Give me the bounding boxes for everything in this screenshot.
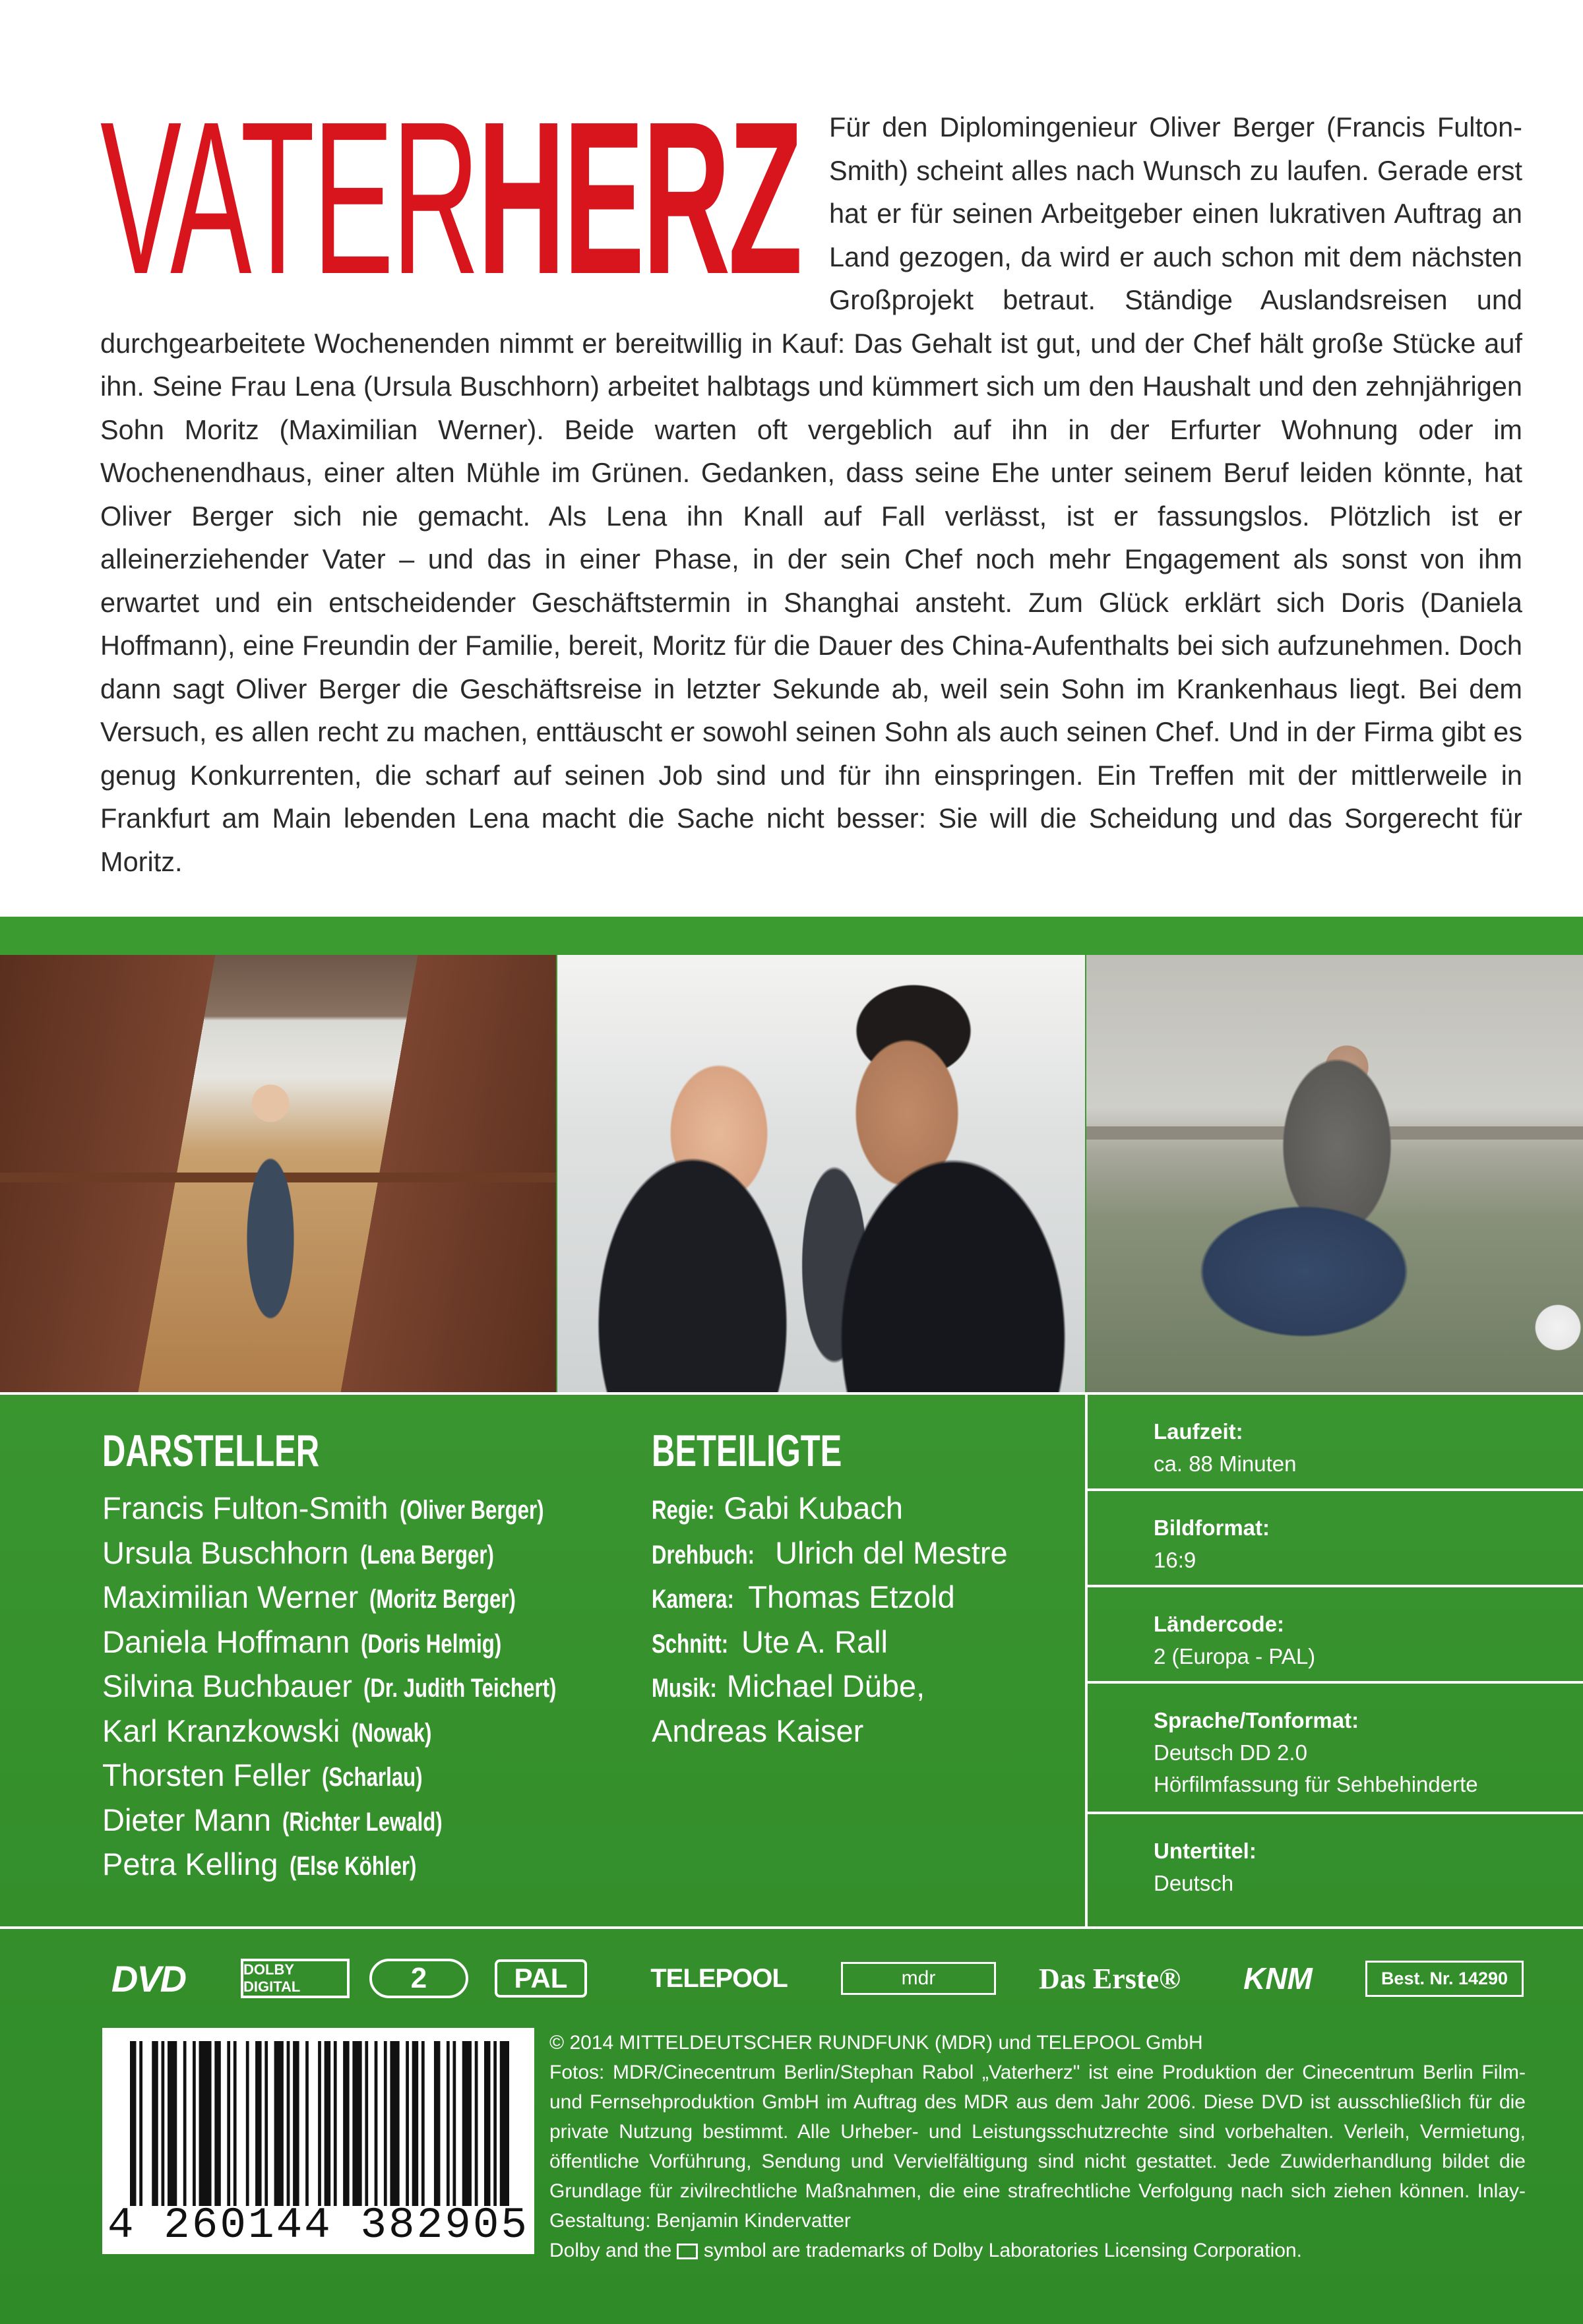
cast-item: Petra Kelling (Else Köhler): [102, 1847, 417, 1881]
dolby-symbol-icon: [677, 2244, 698, 2259]
tech-specs: [1086, 1395, 1583, 1926]
cast-item: Ursula Buschhorn (Lena Berger): [102, 1535, 494, 1570]
synopsis: [100, 106, 1522, 883]
dolby-digital-logo: DOLBY DIGITAL: [241, 1959, 350, 1998]
cast-item: Thorsten Feller (Scharlau): [102, 1758, 423, 1792]
synopsis-text: Für den Diplomingenieur Oliver Berger (Francis Fulton-Smith) scheint alles nach Wunsch zu laufen. Gerade erst hat er für seinen Arbeitgeber einen lukrativen Auftrag an Land gezogen, da wird er auch schon mit dem nächsten Großprojekt betraut. Ständige Auslandsreisen und durchgearbeitete Wochenenden nimmt er bereitwillig in Kauf: Das Gehalt ist gut, und der Chef hält große Stücke auf ihn. Seine Frau Lena (Ursula Buschhorn) arbeitet halbtags und kümmert sich um den Haushalt und den zehnjährigen Sohn Moritz (Maximilian Werner). Beide warten oft vergeblich auf ihn in der Erfurter Wohnung oder im Wochenendhaus, einer alten Mühle im Grünen. Gedanken, dass seine Ehe unter seinem Beruf leiden könnte, hat Oliver Berger sich nie gemacht. Als Lena ihn Knall auf Fall verlässt, ist er fassungslos. Plötzlich ist er alleinerziehender Vater – und das in einer Phase, in der sein Chef noch mehr Engagement als sonst von ihm erwartet und ein entscheidender Geschäftstermin in Shanghai ansteht. Zum Glück erklärt sich Doris (Daniela Hoffmann), eine Freundin der Familie, bereit, Moritz für die Dauer des China-Aufenthalts bei sich aufzunehmen. Doch dann sagt Oliver Berger die Geschäftsreise in letzter Sekunde ab, weil sein Sohn im Krankenhaus liegt. Bei dem Versuch, es allen recht zu machen, enttäuscht er sowohl seinen Sohn als auch seinen Chef. Und in der Firma gibt es genug Konkurrenten, die scharf auf seinen Job sind und für ihn einspringen. Ein Treffen mit der mittlerweile in Frankfurt am Main lebenden Lena macht die Sache nicht besser: Sie will die Scheidung und das Sorgerecht für Moritz.: [100, 111, 1523, 877]
mdr-logo: mdr: [841, 1962, 996, 1995]
title-part1: VATER: [100, 76, 478, 319]
telepool-logo: TELEPOOL: [650, 1963, 788, 1993]
logos-row: [0, 1929, 1583, 2025]
spec-subtitles: Untertitel: Deutsch: [1154, 1839, 1257, 1895]
barcode-digits: 4 260144 382905: [107, 2201, 530, 2250]
crew-heading: BETEILIGTE: [652, 1426, 842, 1476]
title-spacer: [100, 106, 829, 318]
crew-item: Schnitt: Ute A. Rall: [652, 1624, 888, 1659]
two-men-arguing-photo: [557, 955, 1085, 1392]
courtroom-boy-photo: [0, 955, 556, 1392]
cast-item: Francis Fulton-Smith (Oliver Berger): [102, 1490, 544, 1525]
pal-logo: PAL: [495, 1959, 587, 1998]
das-erste-logo: Das Erste®: [1039, 1962, 1181, 1995]
cast-list: [102, 1486, 669, 1887]
crew-item: Kamera: Thomas Etzold: [652, 1579, 955, 1614]
order-number: Best. Nr. 14290: [1365, 1961, 1524, 1997]
barcode-bars: [130, 2041, 509, 2206]
green-stripe: [0, 917, 1583, 955]
barcode: [102, 2028, 534, 2254]
dolby-trademark: Dolby and the symbol are trademarks of Dolby Laboratories Licensing Corporation.: [549, 2240, 1302, 2261]
cast-item: Karl Kranzkowski (Nowak): [102, 1713, 431, 1748]
cast-heading: DARSTELLER: [102, 1426, 320, 1476]
title-part2: HERZ: [477, 76, 801, 319]
crew-item: Musik: Michael Dübe,: [652, 1668, 925, 1703]
father-son-rain-photo: [1086, 955, 1583, 1392]
spec-region: Ländercode: 2 (Europa - PAL): [1086, 1587, 1583, 1684]
cast-item: Dieter Mann (Richter Lewald): [102, 1802, 443, 1837]
cast-item: Maximilian Werner (Moritz Berger): [102, 1579, 516, 1614]
dvd-video-logo: DVD: [111, 1957, 186, 2000]
spec-runtime: Laufzeit: ca. 88 Minuten: [1086, 1395, 1583, 1491]
spec-audio: Sprache/Tonformat: Deutsch DD 2.0 Hörfilmfassung für Sehbehinderte: [1086, 1684, 1583, 1814]
cast-item: Silvina Buchbauer (Dr. Judith Teichert): [102, 1668, 557, 1703]
crew-list: [652, 1486, 1087, 1753]
crew-item: Andreas Kaiser: [652, 1713, 864, 1748]
spec-aspect: Bildformat: 16:9: [1086, 1491, 1583, 1587]
crew-item: Drehbuch: Ulrich del Mestre: [652, 1535, 1008, 1570]
knm-logo: KNM: [1243, 1961, 1313, 1996]
cast-item: Daniela Hoffmann (Doris Helmig): [102, 1624, 502, 1659]
region-code-logo: 2: [369, 1959, 468, 1998]
legal-text: [549, 2028, 1526, 2265]
copyright-line: © 2014 MITTELDEUTSCHER RUNDFUNK (MDR) und TELEPOOL GmbH: [549, 2032, 1203, 2054]
legal-paragraph: Fotos: MDR/Cinecentrum Berlin/Stephan Rabol „Vaterherz" ist eine Produktion der Cinecentrum Berlin Film- und Fernsehproduktion GmbH im Auftrag des MDR aus dem Jahr 2006. Diese DVD ist ausschließlich für die private Nutzung bestimmt. Alle Urheber- und Leistungsschutzrechte sind vorbehalten. Verleih, Vermietung, öffentliche Vorführung, Sendung und Vervielfältigung sind nicht gestattet. Jede Zuwiderhandlung bildet die Grundlage für zivilrechtliche Maßnahmen, die eine strafrechtliche Verfolgung nach sich ziehen können. Inlay-Gestaltung: Benjamin Kindervatter: [549, 2062, 1526, 2232]
crew-item: Regie: Gabi Kubach: [652, 1490, 904, 1525]
